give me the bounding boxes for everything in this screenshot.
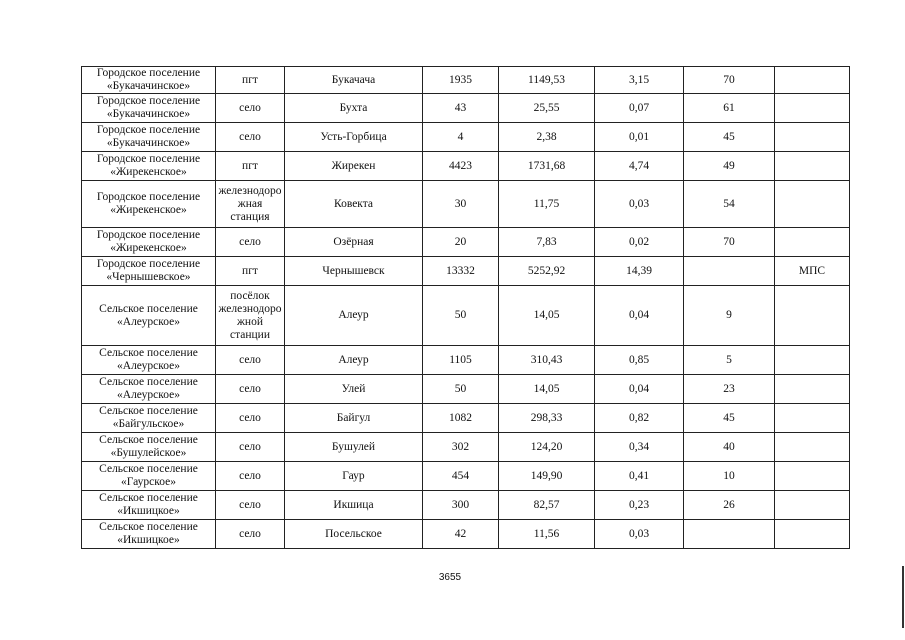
note-cell xyxy=(775,123,850,152)
table-row xyxy=(82,346,850,375)
distance-cell: 10 xyxy=(684,462,775,491)
table-row xyxy=(82,286,850,346)
note-cell xyxy=(775,433,850,462)
area-cell: 7,83 xyxy=(499,228,595,257)
municipality-cell: Городское поселение «Жирекенское» xyxy=(82,152,216,181)
table-row xyxy=(82,123,850,152)
note-cell xyxy=(775,181,850,228)
settlement-type-cell: село xyxy=(216,94,285,123)
settlement-name-cell: Икшица xyxy=(285,491,423,520)
distance-cell xyxy=(684,257,775,286)
settlement-type-cell: село xyxy=(216,520,285,549)
share-cell: 0,02 xyxy=(595,228,684,257)
settlement-name-cell: Жирекен xyxy=(285,152,423,181)
settlement-type-cell: село xyxy=(216,228,285,257)
note-cell xyxy=(775,375,850,404)
table-row xyxy=(82,152,850,181)
distance-cell xyxy=(684,520,775,549)
settlements-table xyxy=(81,66,850,549)
population-cell: 50 xyxy=(423,375,499,404)
area-cell: 5252,92 xyxy=(499,257,595,286)
share-cell: 0,04 xyxy=(595,375,684,404)
settlement-name-cell: Усть-Горбица xyxy=(285,123,423,152)
settlement-name-cell: Бухта xyxy=(285,94,423,123)
note-cell xyxy=(775,404,850,433)
area-cell: 25,55 xyxy=(499,94,595,123)
settlement-type-cell: село xyxy=(216,404,285,433)
note-cell xyxy=(775,286,850,346)
settlement-type-cell: пгт xyxy=(216,257,285,286)
area-cell: 11,75 xyxy=(499,181,595,228)
table-row xyxy=(82,181,850,228)
population-cell: 20 xyxy=(423,228,499,257)
table-row xyxy=(82,433,850,462)
settlement-type-cell: посёлок железнодорожной станции xyxy=(216,286,285,346)
note-cell xyxy=(775,67,850,94)
area-cell: 2,38 xyxy=(499,123,595,152)
municipality-cell: Городское поселение «Жирекенское» xyxy=(82,228,216,257)
municipality-cell: Городское поселение «Жирекенское» xyxy=(82,181,216,228)
settlement-name-cell: Бушулей xyxy=(285,433,423,462)
note-cell xyxy=(775,152,850,181)
distance-cell: 45 xyxy=(684,404,775,433)
municipality-cell: Городское поселение «Букачачинское» xyxy=(82,67,216,94)
municipality-cell: Сельское поселение «Алеурское» xyxy=(82,286,216,346)
table-row xyxy=(82,375,850,404)
settlement-type-cell: село xyxy=(216,375,285,404)
settlement-name-cell: Алеур xyxy=(285,346,423,375)
settlement-name-cell: Озёрная xyxy=(285,228,423,257)
table-row xyxy=(82,491,850,520)
table-row xyxy=(82,67,850,94)
share-cell: 3,15 xyxy=(595,67,684,94)
area-cell: 149,90 xyxy=(499,462,595,491)
distance-cell: 26 xyxy=(684,491,775,520)
settlement-name-cell: Гаур xyxy=(285,462,423,491)
population-cell: 1082 xyxy=(423,404,499,433)
area-cell: 1149,53 xyxy=(499,67,595,94)
population-cell: 30 xyxy=(423,181,499,228)
settlement-name-cell: Улей xyxy=(285,375,423,404)
municipality-cell: Сельское поселение «Алеурское» xyxy=(82,346,216,375)
settlement-type-cell: село xyxy=(216,462,285,491)
municipality-cell: Городское поселение «Букачачинское» xyxy=(82,123,216,152)
municipality-cell: Городское поселение «Чернышевское» xyxy=(82,257,216,286)
settlement-type-cell: село xyxy=(216,346,285,375)
population-cell: 4423 xyxy=(423,152,499,181)
population-cell: 50 xyxy=(423,286,499,346)
population-cell: 300 xyxy=(423,491,499,520)
settlement-name-cell: Чернышевск xyxy=(285,257,423,286)
population-cell: 302 xyxy=(423,433,499,462)
municipality-cell: Сельское поселение «Гаурское» xyxy=(82,462,216,491)
table-row xyxy=(82,462,850,491)
share-cell: 0,07 xyxy=(595,94,684,123)
share-cell: 0,85 xyxy=(595,346,684,375)
share-cell: 0,34 xyxy=(595,433,684,462)
settlement-type-cell: железнодорожная станция xyxy=(216,181,285,228)
area-cell: 82,57 xyxy=(499,491,595,520)
note-cell xyxy=(775,491,850,520)
table-body xyxy=(82,67,850,549)
share-cell: 4,74 xyxy=(595,152,684,181)
distance-cell: 23 xyxy=(684,375,775,404)
share-cell: 0,03 xyxy=(595,520,684,549)
distance-cell: 70 xyxy=(684,228,775,257)
table-row xyxy=(82,520,850,549)
scan-edge-line xyxy=(902,566,904,628)
note-cell: МПС xyxy=(775,257,850,286)
distance-cell: 61 xyxy=(684,94,775,123)
distance-cell: 49 xyxy=(684,152,775,181)
municipality-cell: Сельское поселение «Бушулейское» xyxy=(82,433,216,462)
settlement-type-cell: село xyxy=(216,491,285,520)
share-cell: 0,01 xyxy=(595,123,684,152)
area-cell: 310,43 xyxy=(499,346,595,375)
distance-cell: 45 xyxy=(684,123,775,152)
share-cell: 0,23 xyxy=(595,491,684,520)
municipality-cell: Сельское поселение «Икшицкое» xyxy=(82,520,216,549)
note-cell xyxy=(775,462,850,491)
note-cell xyxy=(775,346,850,375)
share-cell: 0,41 xyxy=(595,462,684,491)
settlement-name-cell: Букачача xyxy=(285,67,423,94)
distance-cell: 40 xyxy=(684,433,775,462)
settlement-name-cell: Алеур xyxy=(285,286,423,346)
distance-cell: 9 xyxy=(684,286,775,346)
share-cell: 0,04 xyxy=(595,286,684,346)
settlement-type-cell: пгт xyxy=(216,67,285,94)
population-cell: 454 xyxy=(423,462,499,491)
page-number: 3655 xyxy=(438,572,462,583)
settlement-type-cell: село xyxy=(216,123,285,152)
area-cell: 11,56 xyxy=(499,520,595,549)
population-cell: 13332 xyxy=(423,257,499,286)
population-cell: 1935 xyxy=(423,67,499,94)
settlement-name-cell: Посельское xyxy=(285,520,423,549)
area-cell: 14,05 xyxy=(499,286,595,346)
area-cell: 14,05 xyxy=(499,375,595,404)
table-row xyxy=(82,404,850,433)
settlement-type-cell: село xyxy=(216,433,285,462)
area-cell: 1731,68 xyxy=(499,152,595,181)
population-cell: 42 xyxy=(423,520,499,549)
population-cell: 1105 xyxy=(423,346,499,375)
table-row xyxy=(82,228,850,257)
settlement-name-cell: Байгул xyxy=(285,404,423,433)
municipality-cell: Сельское поселение «Икшицкое» xyxy=(82,491,216,520)
share-cell: 0,82 xyxy=(595,404,684,433)
settlement-type-cell: пгт xyxy=(216,152,285,181)
share-cell: 0,03 xyxy=(595,181,684,228)
settlement-name-cell: Ковекта xyxy=(285,181,423,228)
municipality-cell: Сельское поселение «Алеурское» xyxy=(82,375,216,404)
distance-cell: 54 xyxy=(684,181,775,228)
note-cell xyxy=(775,520,850,549)
municipality-cell: Сельское поселение «Байгульское» xyxy=(82,404,216,433)
note-cell xyxy=(775,94,850,123)
municipality-cell: Городское поселение «Букачачинское» xyxy=(82,94,216,123)
area-cell: 124,20 xyxy=(499,433,595,462)
distance-cell: 5 xyxy=(684,346,775,375)
distance-cell: 70 xyxy=(684,67,775,94)
note-cell xyxy=(775,228,850,257)
population-cell: 4 xyxy=(423,123,499,152)
share-cell: 14,39 xyxy=(595,257,684,286)
area-cell: 298,33 xyxy=(499,404,595,433)
population-cell: 43 xyxy=(423,94,499,123)
table-row xyxy=(82,94,850,123)
table-row xyxy=(82,257,850,286)
